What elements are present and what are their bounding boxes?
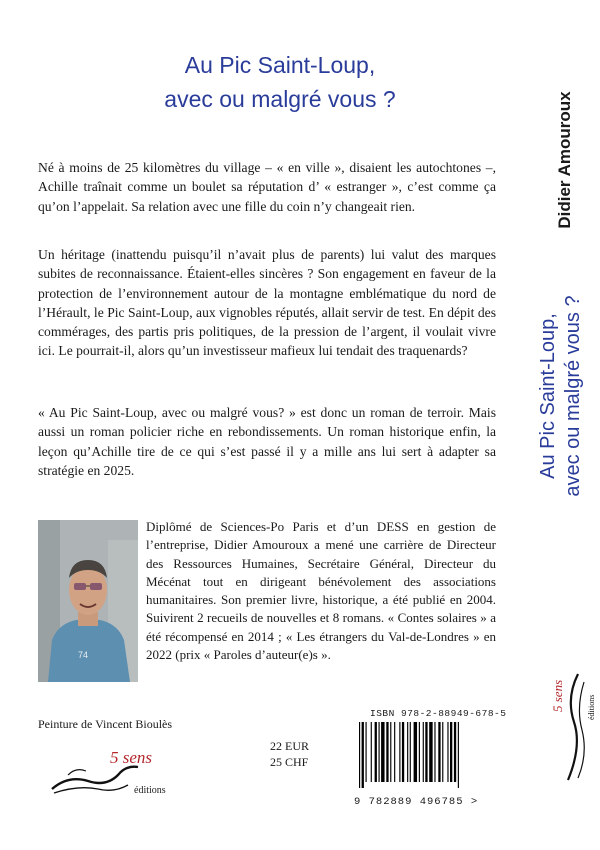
spine-publisher-sub: éditions — [587, 694, 596, 720]
barcode-bar — [438, 722, 440, 782]
publisher-logo-icon — [48, 745, 188, 797]
barcode-bar — [362, 722, 364, 788]
publisher-sub: éditions — [134, 785, 166, 796]
spine-author: Didier Amouroux — [555, 91, 574, 229]
barcode-bar — [366, 722, 367, 782]
barcode-bar — [458, 722, 459, 788]
barcode-bar — [375, 722, 377, 782]
spine-publisher-name: 5 sens — [550, 679, 565, 712]
barcode-bar — [423, 722, 424, 782]
barcode-bar — [399, 722, 400, 782]
title-line-2: avec ou malgré vous ? — [164, 86, 396, 112]
barcode-bar — [407, 722, 408, 782]
price-chf: 25 CHF — [270, 755, 309, 769]
synopsis-paragraph-3: « Au Pic Saint-Loup, avec ou malgré vous? » est donc un roman de terroir. Mais aussi un roman policier riche en rebondissements. Un roman historique enfin, la leçon qu’Achille tire de ce qui s’est passé il y a mille ans lui sert à adapter sa stratégie en 2025. — [38, 405, 496, 478]
book-title — [40, 48, 520, 116]
spine-title — [536, 295, 586, 496]
barcode-bar — [371, 722, 372, 782]
barcode-bar — [419, 722, 420, 782]
barcode-bar — [394, 722, 395, 782]
barcode-bar — [379, 722, 380, 782]
author-photo — [38, 520, 138, 682]
isbn-label: ISBN 978-2-88949-678-5 — [370, 708, 507, 719]
spine-publisher-logo-icon — [548, 668, 600, 788]
price-block — [270, 738, 309, 770]
barcode-bar — [434, 722, 435, 782]
barcode-bar — [402, 722, 404, 782]
svg-text:74: 74 — [78, 650, 89, 660]
synopsis-paragraph-1: Né à moins de 25 kilomètres du village – « en ville », disaient les autochtones –, Achille traînait comme un boulet sa réputation d’ « estranger », c’est comme ça qu’on l’appelait. Sa relation avec une fille du coin n’y changeait rien. — [38, 160, 496, 214]
barcode-bar — [442, 722, 443, 782]
barcode-bar — [381, 722, 384, 782]
author-photo-icon — [38, 520, 138, 682]
barcode-bar — [410, 722, 411, 782]
barcode-bar — [454, 722, 456, 782]
barcode-icon — [357, 722, 495, 788]
barcode-digits: 9 782889 496785 > — [354, 796, 479, 808]
barcode-bar — [390, 722, 391, 782]
title-line-1: Au Pic Saint-Loup, — [184, 52, 376, 78]
barcode-bar — [359, 722, 360, 788]
price-eur: 22 EUR — [270, 739, 309, 753]
barcode-bar — [447, 722, 448, 782]
barcode-bar — [429, 722, 432, 782]
barcode-bar — [450, 722, 452, 782]
spine-title-line-1: Au Pic Saint-Loup, — [537, 313, 559, 479]
synopsis-paragraph-2: Un héritage (inattendu puisqu’il n’avait plus de parents) lui valut des marques subites de reconnaissance. Étaient-elles sincères ? Son engagement en faveur de la protection de l’environnement autour de la montagne emblématique du nord de l’Hérault, le Pic Saint-Loup, aux vignobles réputés, allait servir de test. En dépit des commérages, des partis pris politiques, de la pression de l’argent, il voulait vivre ici. Le pourrait-il, alors qu’un investisseur mafieux lui tendait des traquenards? — [38, 247, 496, 359]
author-bio: Diplômé de Sciences-Po Paris et d’un DESS en gestion de l’entreprise, Didier Amouroux a mené une carrière de Directeur des Ressources Humaines, Secrétaire Général, Directeur du Mécénat tout en dirigeant bénévolement des associations humanitaires. Son premier livre, historique, a été publié en 2004. Suivirent 2 recueils de nouvelles et 8 romans. « Contes solaires » a été récompensé en 2014 ; « Les étrangers du Val-de-Londres » en 2022 (prix « Paroles d’auteur(e)s ». — [146, 519, 496, 663]
barcode-bar — [386, 722, 388, 782]
cover-credit: Peinture de Vincent Bioulès — [38, 717, 173, 731]
barcode-bar — [414, 722, 417, 782]
barcode-bar — [425, 722, 427, 782]
spine-title-line-2: avec ou malgré vous ? — [562, 295, 584, 497]
publisher-name: 5 sens — [110, 748, 153, 767]
